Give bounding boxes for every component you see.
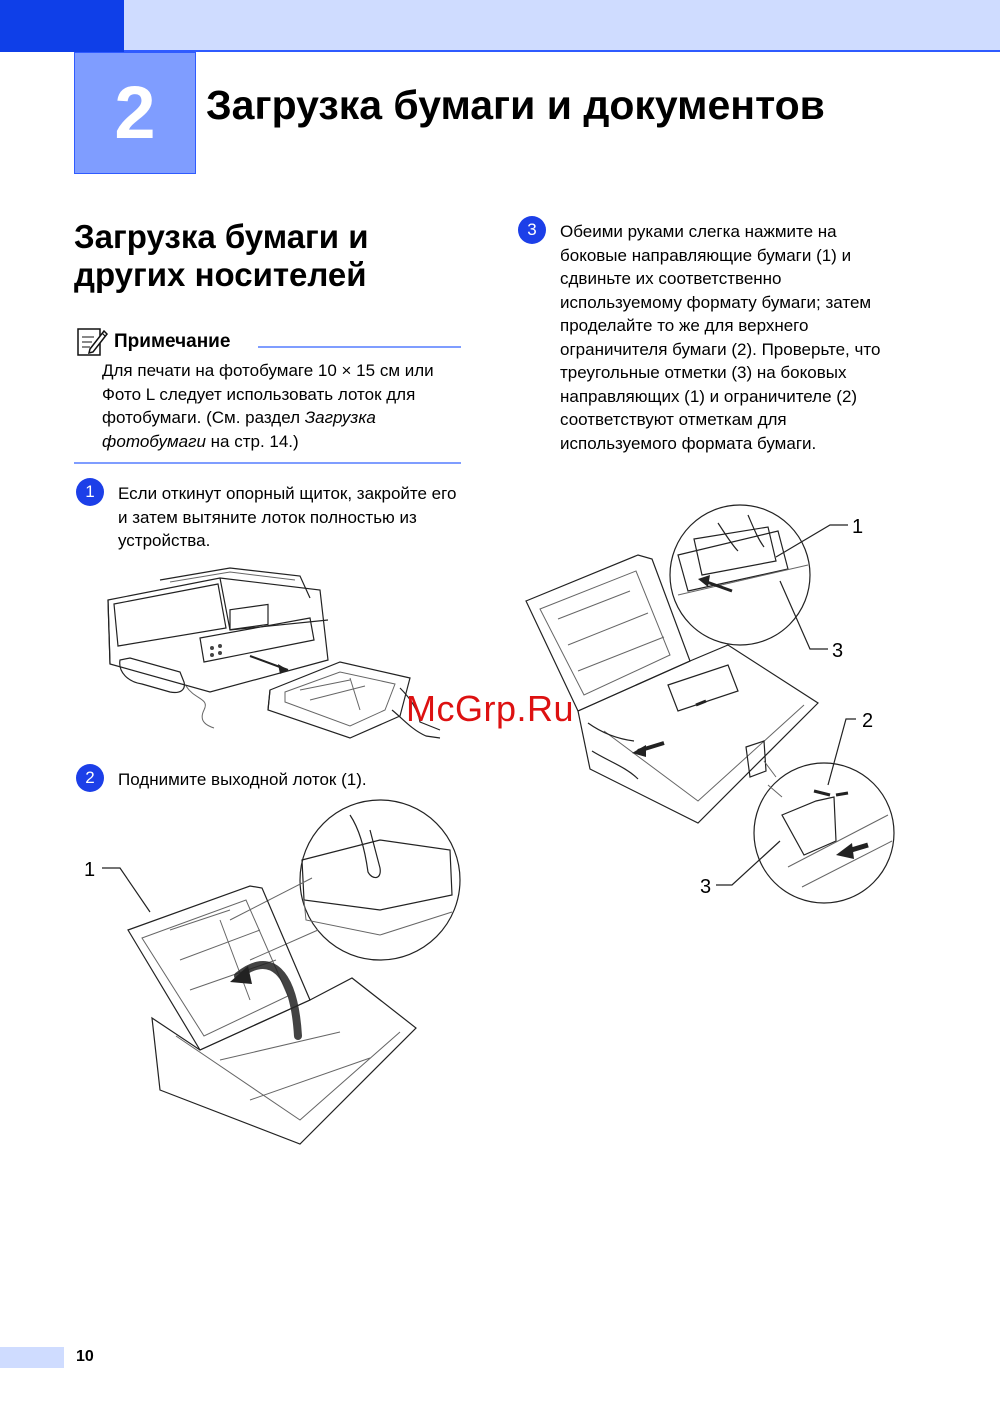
note-divider-bottom bbox=[74, 462, 461, 464]
step-3-bullet: 3 bbox=[518, 216, 546, 244]
note-text-link[interactable]: Загрузка фотобумаги bbox=[102, 408, 376, 451]
note-heading: Примечание bbox=[114, 331, 231, 352]
header-accent-light bbox=[124, 0, 1000, 52]
note-pencil-icon bbox=[76, 325, 108, 357]
figure3-callout-1: 1 bbox=[852, 516, 864, 538]
page-number: 10 bbox=[76, 1348, 94, 1365]
figure3-callout-3-bottom: 3 bbox=[700, 876, 712, 898]
step-1-bullet: 1 bbox=[76, 478, 104, 506]
chapter-title: Загрузка бумаги и документов bbox=[206, 82, 825, 128]
figure-output-tray-illustration bbox=[80, 800, 480, 1160]
note-text bbox=[102, 359, 472, 453]
note-text-after: на стр. 14.) bbox=[205, 431, 299, 451]
chapter-number: 2 bbox=[114, 71, 156, 154]
step-2-bullet: 2 bbox=[76, 764, 104, 792]
figure2-callout-1: 1 bbox=[84, 859, 96, 881]
page-number-tab bbox=[0, 1347, 64, 1368]
section-title: Загрузка бумаги и других носителей bbox=[74, 218, 369, 293]
chapter-number-box bbox=[74, 52, 196, 174]
step-1-text: Если откинут опорный щиток, закройте его и затем вытяните лоток полностью из устройства. bbox=[118, 484, 457, 550]
step-3-text: Обеими руками слегка нажмите на боковые направляющие бумаги (1) и сдвиньте их соответственно используемому формату бумаги; затем проделайте то же для верхнего ограничителя бумаги (2). Проверьте, что треугольные отметки (3) на боковых направляющих (1) и ограничителе (2) соответствуют отметкам для используемого формата бумаги. bbox=[560, 222, 881, 453]
figure-printer-tray-illustration bbox=[100, 560, 440, 750]
header-accent-dark bbox=[0, 0, 124, 52]
figure3-callout-2: 2 bbox=[862, 710, 874, 732]
note-divider-top bbox=[258, 346, 461, 348]
note-text-before: Для печати на фотобумаге 10 × 15 см или Фото L следует использовать лоток для фотобумаги. (См. раздел bbox=[102, 361, 434, 427]
step-2-text: Поднимите выходной лоток (1). bbox=[118, 770, 367, 789]
figure-paper-guides-illustration bbox=[518, 495, 918, 915]
watermark: McGrp.Ru bbox=[406, 688, 575, 729]
figure3-callout-3-top: 3 bbox=[832, 640, 844, 662]
